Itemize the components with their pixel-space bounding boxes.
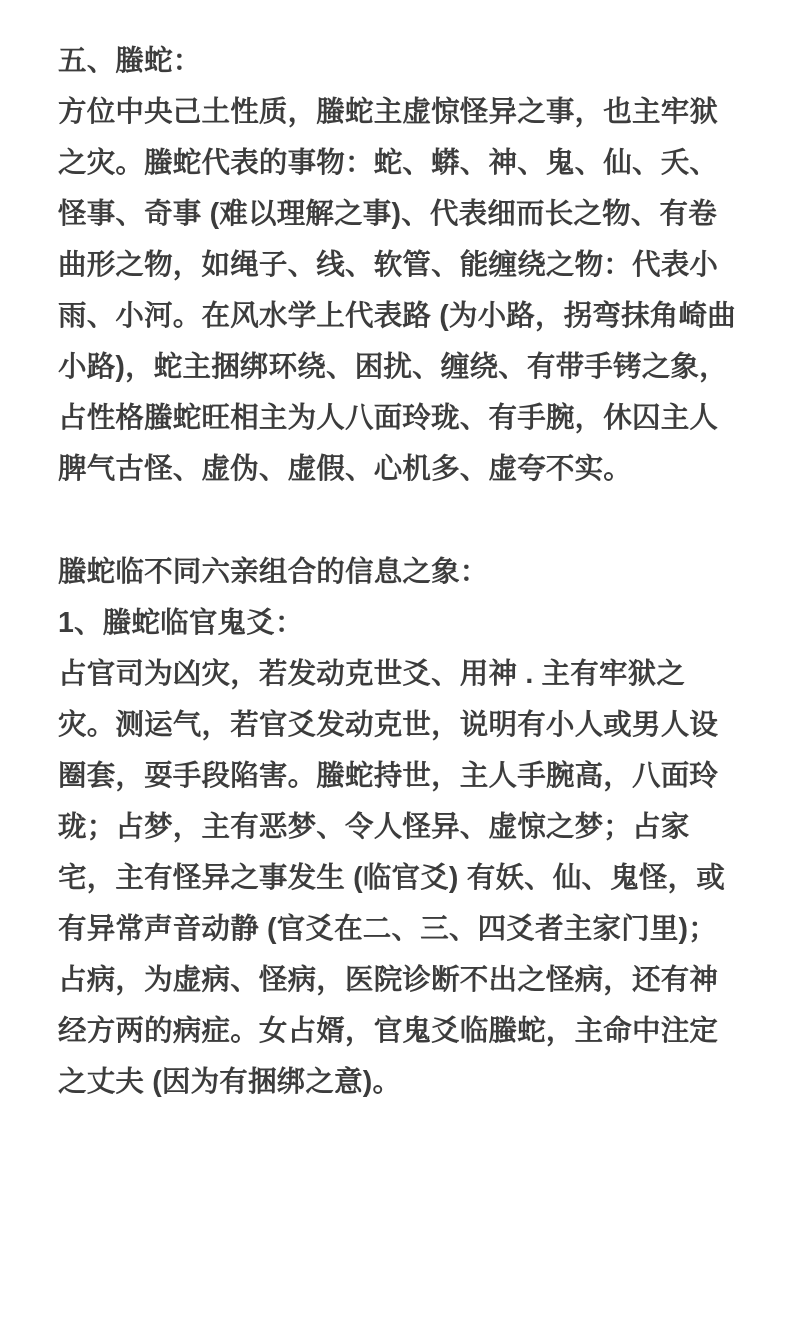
paragraph-spacer <box>58 495 738 547</box>
document-body <box>58 36 738 1108</box>
paragraph-teng-she-description: 方位中央己土性质，螣蛇主虚惊怪异之事，也主牢狱之灾。螣蛇代表的事物：蛇、蟒、神、鬼、仙、夭、怪事、奇事 (难以理解之事)、代表细而长之物、有卷曲形之物，如绳子、线、软管、能缠绕之物：代表小雨、小河。在风水学上代表路 (为小路，拐弯抹角崎曲小路)，蛇主捆绑环绕、困扰、缠绕、有带手铐之象，占性格螣蛇旺相主为人八面玲珑、有手腕，休囚主人脾气古怪、虚伪、虚假、心机多、虚夸不实。 <box>58 96 736 485</box>
list-item-1-heading: 1、螣蛇临官鬼爻： <box>58 607 304 639</box>
subheading-liuqin-combination: 螣蛇临不同六亲组合的信息之象： <box>58 556 489 588</box>
section-heading-teng-she: 五、螣蛇： <box>58 45 202 77</box>
paragraph-item-1-description: 占官司为凶灾，若发动克世爻、用神 . 主有牢狱之灾。测运气，若官爻发动克世，说明有小人或男人设圈套，耍手段陷害。螣蛇持世，主人手腕高，八面玲珑；占梦，主有恶梦、令人怪异、虚惊之梦；占家宅，主有怪异之事发生 (临官爻) 有妖、仙、鬼怪，或有异常声音动静 (官爻在二、三、四爻者主家门里)；占病，为虚病、怪病，医院诊断不出之怪病，还有神经方两的病症。女占婿，官鬼爻临螣蛇，主命中注定之丈夫 (因为有捆绑之意)。 <box>58 658 726 1098</box>
